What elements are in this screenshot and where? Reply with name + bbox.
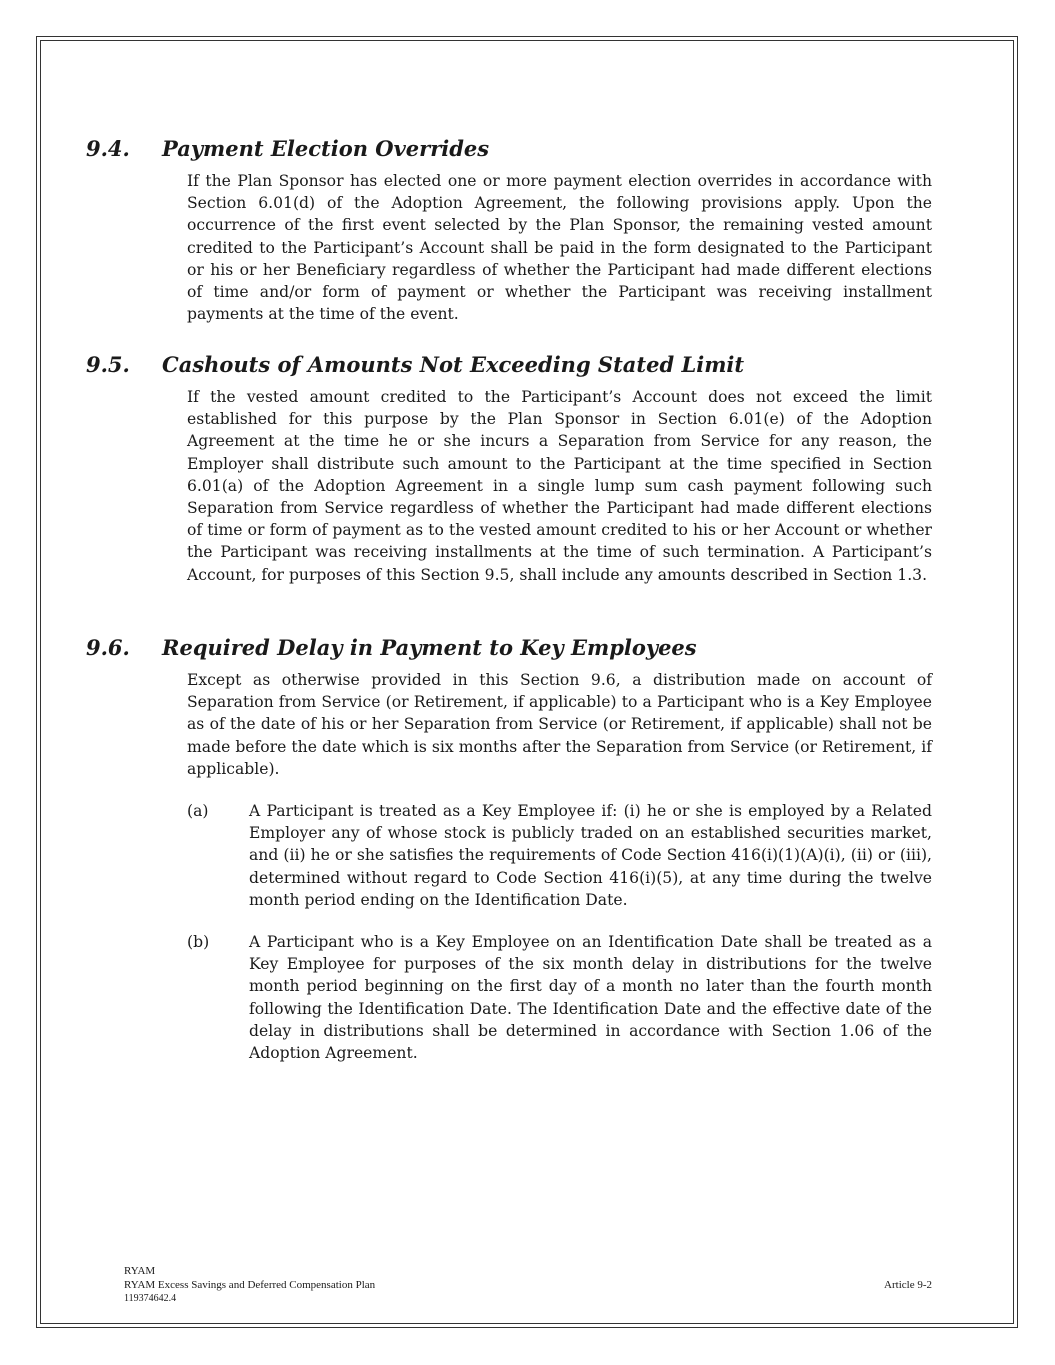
section-heading [86,134,932,164]
section-9-6 [86,633,932,1064]
section-heading [86,350,932,380]
section-title: Cashouts of Amounts Not Exceeding Stated Limit [162,352,745,377]
section-paragraph: If the vested amount credited to the Participant’s Account does not exceed the limit established for this purpose by the Plan Sponsor in Section 6.01(e) of the Adoption Agreement at the time he or she incurs a Separation from Service for any reason, the Employer shall distribute such amount to the Participant at the time specified in Section 6.01(a) of the Adoption Agreement in a single lump sum cash payment following such Separation from Service regardless of whether the Participant had made different elections of time or form of payment as to the vested amount credited to his or her Account or whether the Participant was receiving installments at the time of such termination. A Participant’s Account, for purposes of this Section 9.5, shall include any amounts described in Section 1.3. [187,388,932,584]
footer-doc-number: 119374642.4 [124,1293,177,1304]
section-9-4 [86,134,932,325]
section-title: Required Delay in Payment to Key Employees [162,635,697,660]
section-title: Payment Election Overrides [162,136,490,161]
section-paragraph: Except as otherwise provided in this Section 9.6, a distribution made on account of Separation from Service (or Retirement, if applicable) to a Participant who is a Key Employee as of the date of his or her Separation from Service (or Retirement, if applicable) shall not be made before the date which is six months after the Separation from Service (or Retirement, if applicable). [187,671,932,778]
footer-company: RYAM [124,1265,156,1277]
section-number: 9.4. [86,136,130,161]
list-item-label: (b) [187,933,210,952]
page-footer [124,1264,932,1306]
footer-page-label: Article 9-2 [884,1279,932,1291]
list-item-a [187,800,932,911]
section-9-5 [86,350,932,586]
section-heading [86,633,932,663]
section-paragraph: If the Plan Sponsor has elected one or more payment election overrides in accordance with Section 6.01(d) of the Adoption Agreement, the following provisions apply. Upon the occurrence of the first event selected by the Plan Sponsor, the remaining vested amount credited to the Participant’s Account shall be paid in the form designated to the Participant or his or her Beneficiary regardless of whether the Participant had made different elections of time and/or form of payment or whether the Participant was receiving installment payments at the time of the event. [187,172,932,324]
list-item-text: A Participant is treated as a Key Employee if: (i) he or she is employed by a Related Employer any of whose stock is publicly traded on an established securities market, and (ii) he or she satisfies the requirements of Code Section 416(i)(1)(A)(i), (ii) or (iii), determined without regard to Code Section 416(i)(5), at any time during the twelve month period ending on the Identification Date. [249,802,932,909]
footer-plan-name: RYAM Excess Savings and Deferred Compensation Plan [124,1279,376,1291]
list-item-label: (a) [187,802,209,821]
section-number: 9.6. [86,635,130,660]
list-item-text: A Participant who is a Key Employee on an Identification Date shall be treated as a Key Employee for purposes of the six month delay in distributions for the twelve month period beginning on the first day of a month no later than the fourth month following the Identification Date. The Identification Date and the effective date of the delay in distributions shall be determined in accordance with Section 1.06 of the Adoption Agreement. [249,933,932,1063]
list-item-b [187,931,932,1064]
section-number: 9.5. [86,352,130,377]
